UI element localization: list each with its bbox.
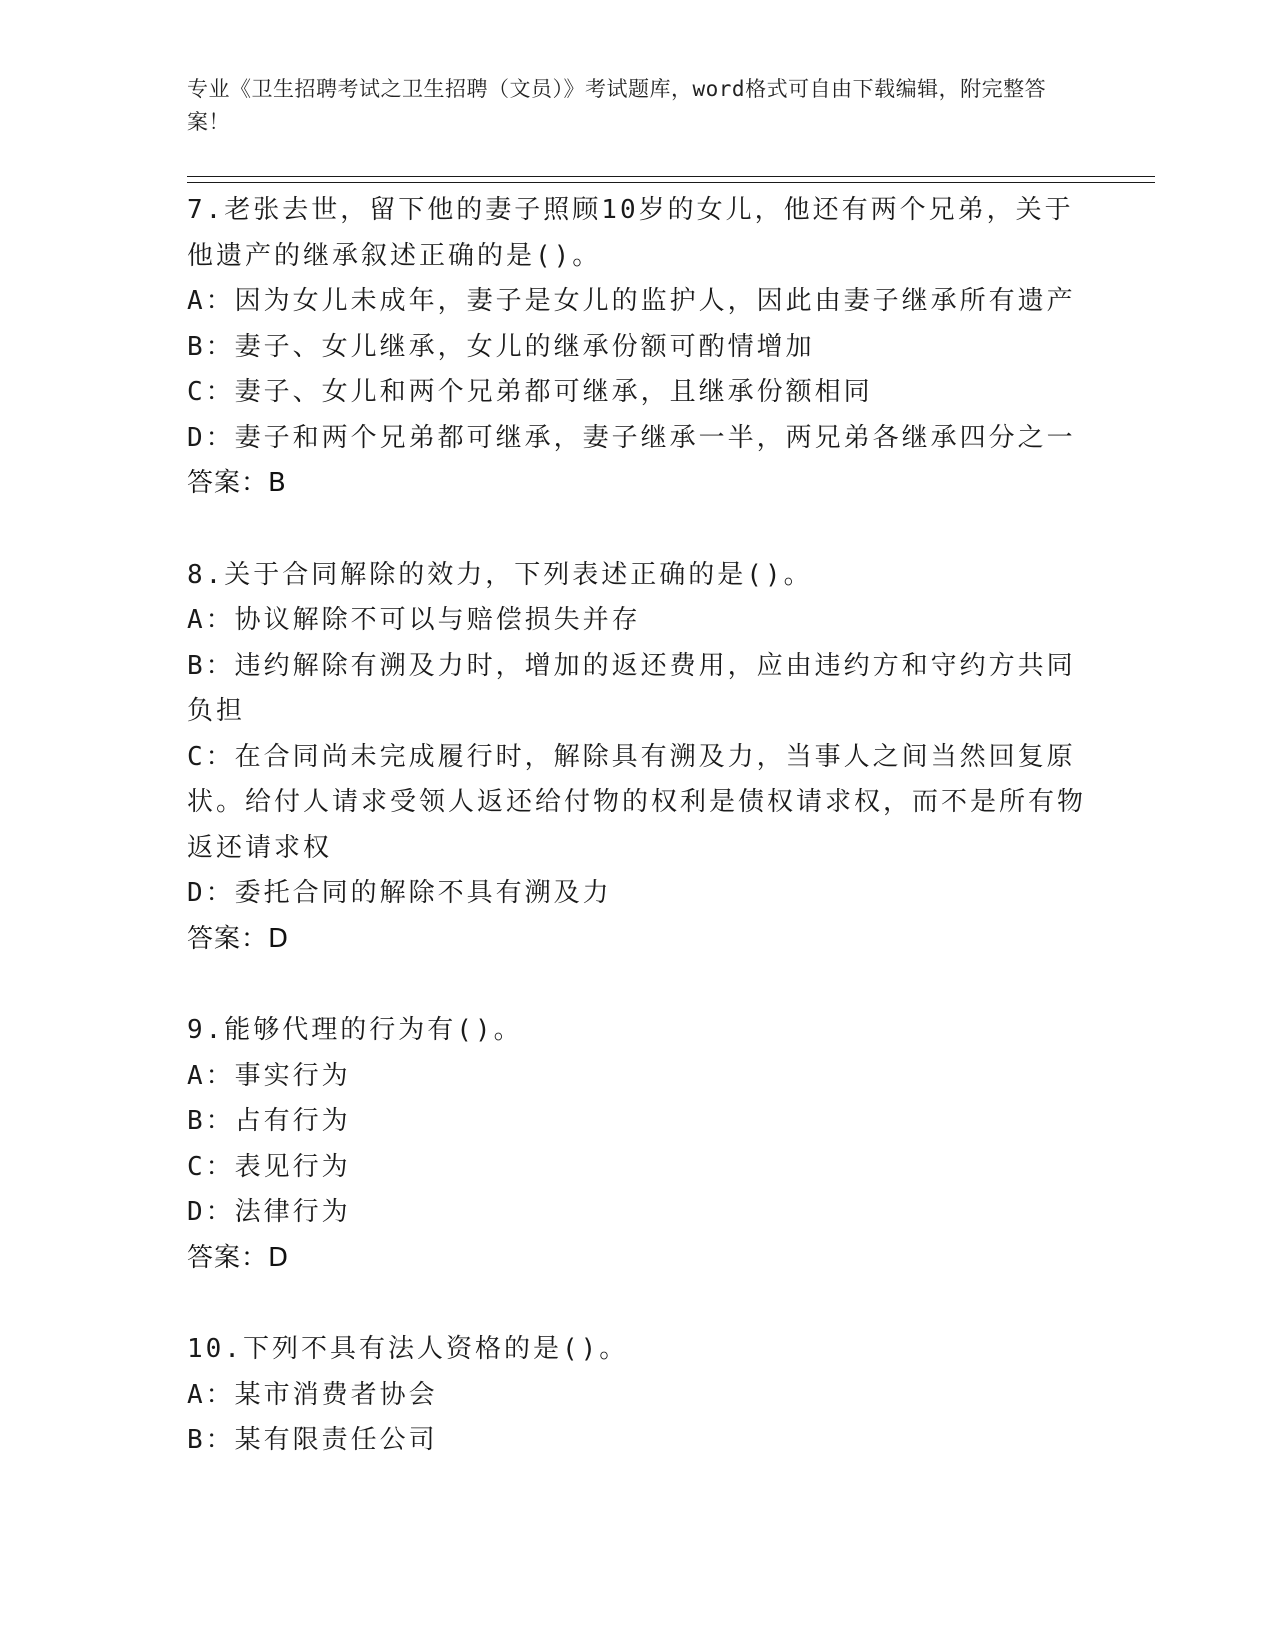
option-c: C：妻子、女儿和两个兄弟都可继承，且继承份额相同 [187, 377, 873, 407]
option-a: A：因为女儿未成年，妻子是女儿的监护人，因此由妻子继承所有遗产 [187, 286, 1076, 316]
answer-label: 答案：D [187, 1242, 290, 1273]
option-a: A：事实行为 [187, 1060, 351, 1091]
header-divider [187, 176, 1155, 183]
question-stem: 9.能够代理的行为有()。 [187, 1015, 523, 1045]
answer-label: 答案：B [187, 468, 287, 498]
option-b: B：妻子、女儿继承，女儿的继承份额可酌情增加 [187, 331, 815, 362]
option-b: B：某有限责任公司 [187, 1425, 438, 1455]
option-d: D：委托合同的解除不具有溯及力 [187, 878, 612, 908]
option-a: A：某市消费者协会 [187, 1379, 438, 1410]
question-7 [187, 188, 1087, 507]
option-c: C：表见行为 [187, 1151, 351, 1182]
question-list [187, 188, 1087, 1510]
question-8 [187, 553, 1087, 963]
option-d: D：妻子和两个兄弟都可继承，妻子继承一半，两兄弟各继承四分之一 [187, 422, 1076, 453]
question-9 [187, 1008, 1087, 1281]
document-header: 专业《卫生招聘考试之卫生招聘（文员）》考试题库，word格式可自由下载编辑，附完整答案！ [187, 77, 1047, 134]
question-stem: 7.老张去世，留下他的妻子照顾10岁的女儿，他还有两个兄弟，关于他遗产的继承叙述正确的是()。 [187, 195, 1074, 271]
option-a: A：协议解除不可以与赔偿损失并存 [187, 605, 641, 635]
question-10 [187, 1327, 1087, 1464]
option-d: D：法律行为 [187, 1197, 351, 1227]
option-c: C：在合同尚未完成履行时，解除具有溯及力，当事人之间当然回复原状。给付人请求受领人返还给付物的权利是债权请求权，而不是所有物返还请求权 [187, 741, 1087, 863]
option-b: B：占有行为 [187, 1106, 351, 1136]
question-stem: 8.关于合同解除的效力，下列表述正确的是()。 [187, 559, 813, 590]
option-b: B：违约解除有溯及力时，增加的返还费用，应由违约方和守约方共同负担 [187, 650, 1076, 726]
answer-label: 答案：D [187, 923, 290, 954]
question-stem: 10.下列不具有法人资格的是()。 [187, 1334, 629, 1364]
